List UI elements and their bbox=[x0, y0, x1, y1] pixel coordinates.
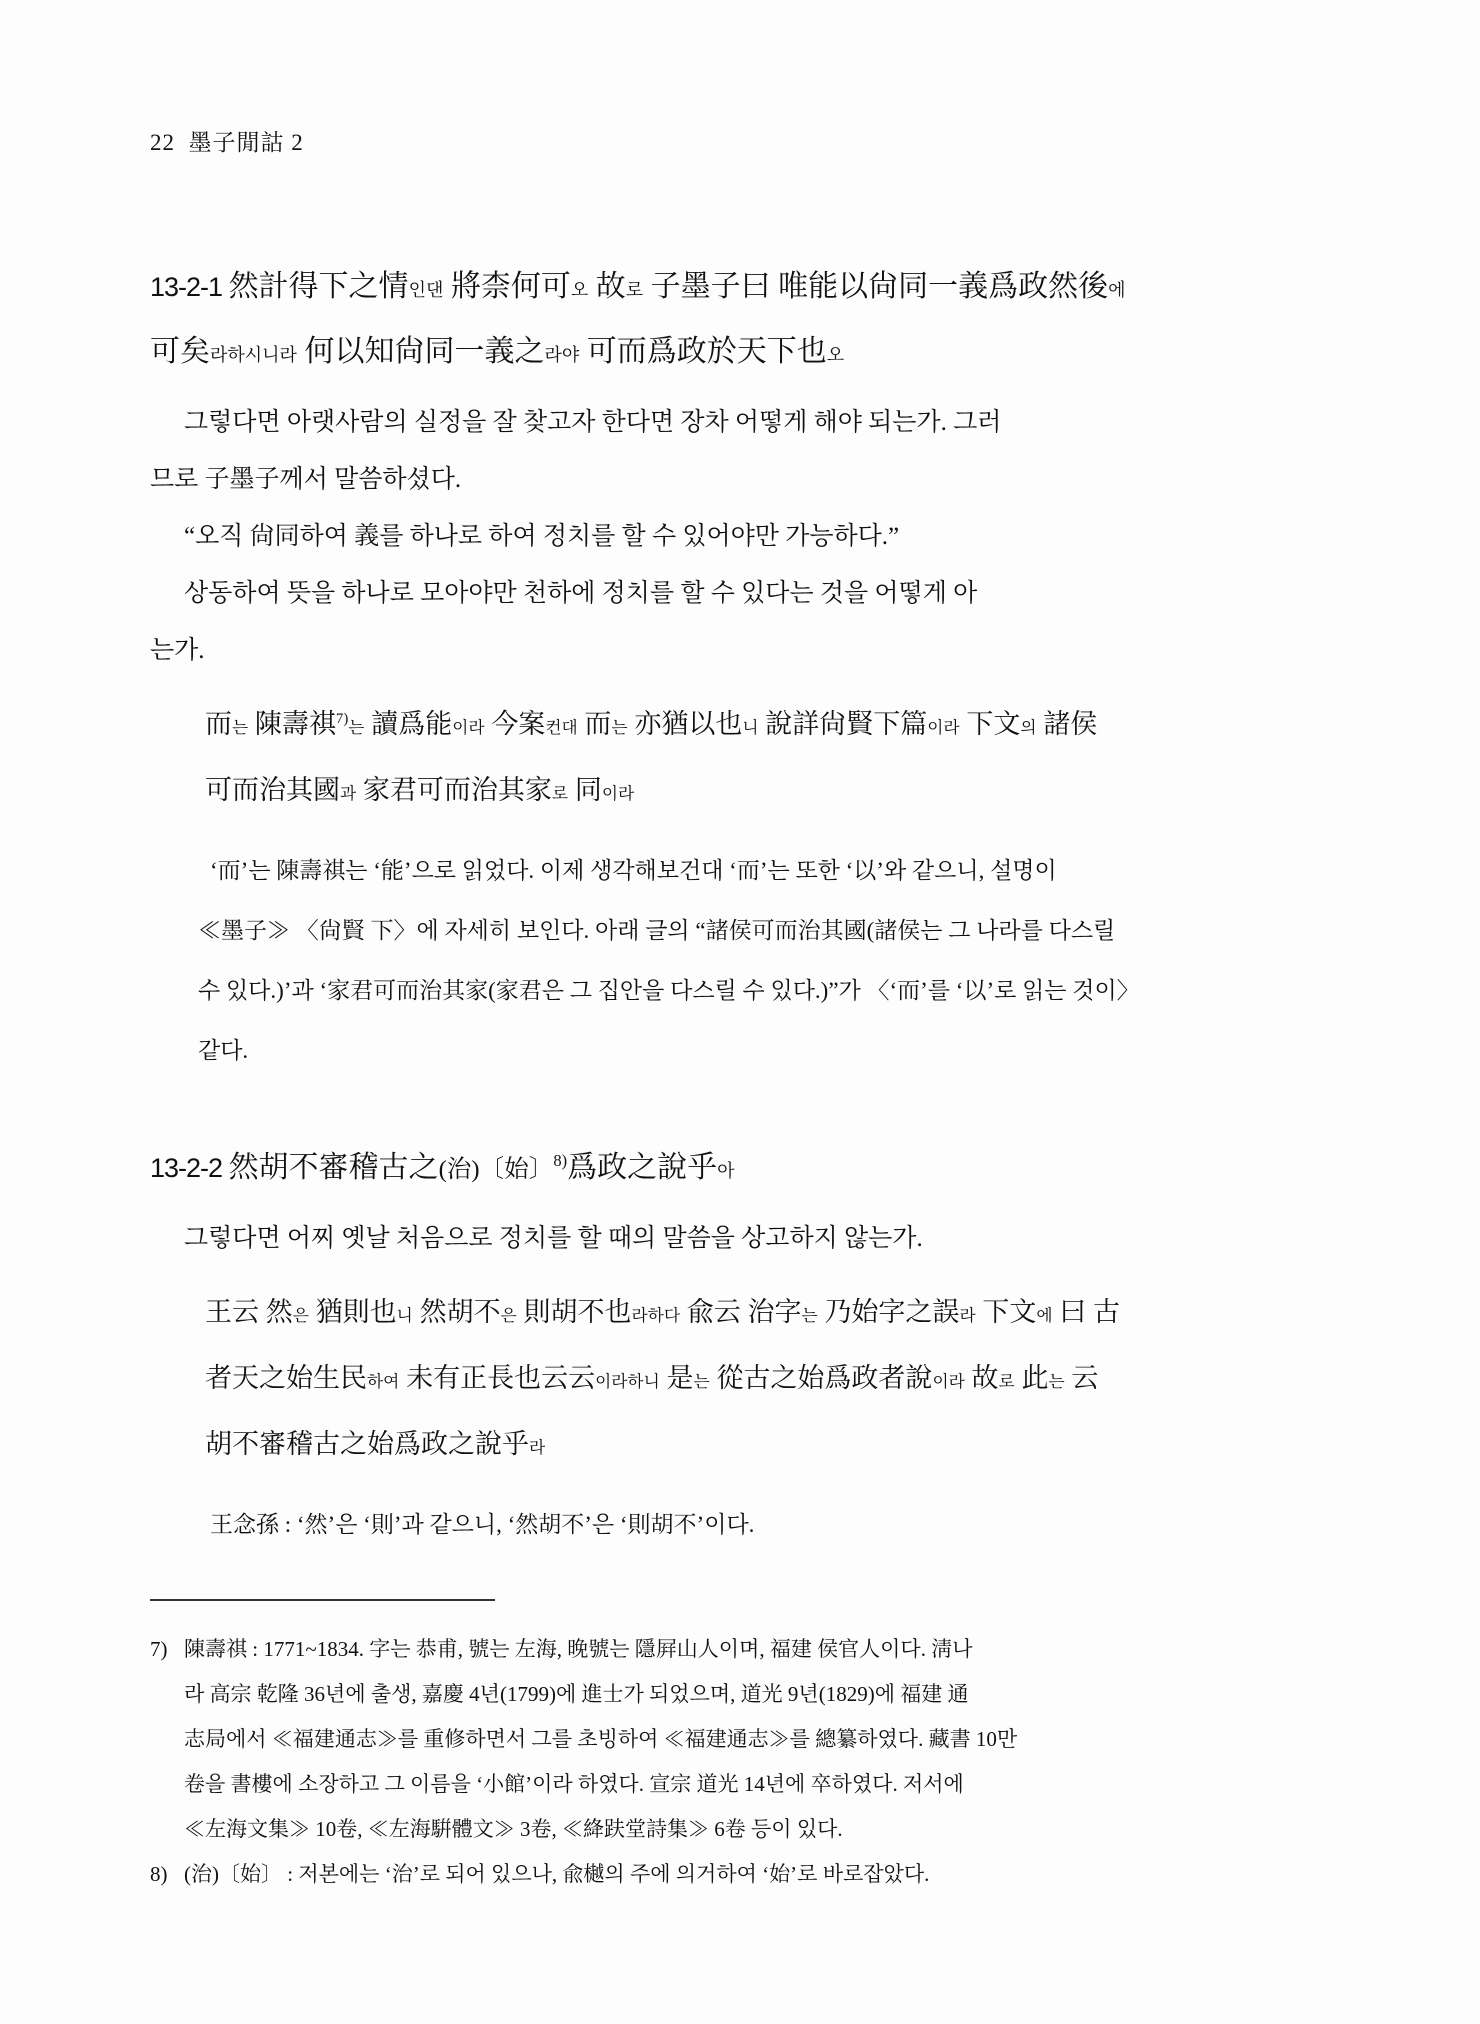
text-segment: 로 bbox=[625, 280, 644, 300]
text-segment: 故 bbox=[964, 1363, 999, 1393]
text-segment: 然胡不 bbox=[412, 1297, 501, 1327]
commentary-translation-line: 王念孫 : ‘然’은 ‘則’과 같으니, ‘然胡不’은 ‘則胡不’이다. bbox=[210, 1512, 755, 1537]
text-segment: 은 bbox=[292, 1306, 309, 1325]
footnote-line: (治)〔始〕 : 저본에는 ‘治’로 되어 있으나, 兪樾의 주에 의거하여 ‘始’로 바로잡았다. bbox=[184, 1862, 930, 1886]
translation-line: 상동하여 뜻을 하나로 모아야만 천하에 정치를 할 수 있다는 것을 어떻게 아 bbox=[184, 580, 978, 607]
translation-paragraph bbox=[150, 394, 1332, 679]
footnote-8 bbox=[150, 1852, 1332, 1897]
text-segment: (治)〔始〕 bbox=[438, 1156, 554, 1183]
text-segment: 라하시니라 bbox=[210, 345, 297, 365]
commentary-block bbox=[205, 1281, 1332, 1479]
footnote-rule bbox=[150, 1599, 495, 1601]
footnote-label: 7) bbox=[150, 1637, 168, 1661]
text-segment: 의 bbox=[1020, 718, 1037, 737]
text-segment: 이라 bbox=[927, 718, 960, 737]
text-segment: 乃始字之誤 bbox=[817, 1297, 960, 1327]
text-segment: 라야 bbox=[544, 345, 580, 365]
text-segment: 今案 bbox=[484, 709, 546, 739]
text-segment: 讀爲能 bbox=[364, 709, 453, 739]
text-segment: 오 bbox=[826, 345, 845, 365]
translation-line: 는가. bbox=[150, 637, 205, 664]
text-segment: 猶則也 bbox=[308, 1297, 397, 1327]
section-heading-13-2-2 bbox=[150, 1137, 1332, 1202]
footnote-label: 8) bbox=[150, 1862, 168, 1886]
text-segment: 로 bbox=[551, 784, 569, 803]
text-segment: 아 bbox=[717, 1161, 735, 1181]
text-segment: 未有正長也云云 bbox=[399, 1363, 596, 1393]
text-segment: 라 bbox=[529, 1438, 546, 1457]
commentary-line bbox=[205, 1281, 1332, 1347]
text-segment: 오 bbox=[570, 280, 589, 300]
text-segment: 家君可而治其家 bbox=[356, 775, 552, 805]
text-segment: 可而爲政於天下也 bbox=[579, 335, 827, 368]
footnote-line: 라 高宗 乾隆 36년에 출생, 嘉慶 4년(1799)에 進士가 되었으며, 道光 9년(1829)에 福建 通 bbox=[184, 1682, 969, 1706]
text-segment: 此 bbox=[1014, 1363, 1049, 1393]
text-segment: 而 bbox=[205, 709, 232, 739]
text-segment: 하여 bbox=[367, 1372, 400, 1391]
text-segment: 컨대 bbox=[545, 718, 578, 737]
text-segment: 는 bbox=[611, 718, 628, 737]
commentary-translation-line: 수 있다.)’과 ‘家君可而治其家(家君은 그 집안을 다스릴 수 있다.)”가 〈‘而’를 ‘以’로 읽는 것이〉 bbox=[198, 978, 1140, 1003]
translation-line: 므로 子墨子께서 말씀하셨다. bbox=[150, 466, 462, 493]
text-segment: 子墨子曰 唯能以尙同一義爲政然後 bbox=[643, 270, 1109, 303]
text-segment: 將柰何可 bbox=[443, 270, 571, 303]
commentary-line bbox=[205, 1413, 1332, 1479]
text-segment: 이라 bbox=[932, 1372, 965, 1391]
text-segment: 而 bbox=[577, 709, 612, 739]
text-segment: 下文 bbox=[959, 709, 1021, 739]
text-segment: 故 bbox=[588, 270, 626, 303]
commentary-translation bbox=[198, 841, 1332, 1081]
text-segment: 兪云 治字 bbox=[680, 1297, 802, 1327]
text-segment: 은 bbox=[500, 1306, 517, 1325]
translation-line: 그렇다면 어찌 옛날 처음으로 정치를 할 때의 말씀을 상고하지 않는가. bbox=[184, 1225, 923, 1252]
footnote-line: 卷을 書樓에 소장하고 그 이름을 ‘小館’이라 하였다. 宣宗 道光 14년에 卒하였다. 저서에 bbox=[184, 1772, 964, 1796]
text-segment: 曰 古 bbox=[1052, 1297, 1121, 1327]
commentary-translation-line: ≪墨子≫ 〈尙賢 下〉에 자세히 보인다. 아래 글의 “諸侯可而治其國(諸侯는 그 나라를 다스릴 bbox=[198, 918, 1116, 943]
text-segment: 者天之始生民 bbox=[205, 1363, 367, 1393]
quote-line: “오직 尙同하여 義를 하나로 하여 정치를 할 수 있어야만 가능하다.” bbox=[184, 523, 900, 550]
commentary-line bbox=[205, 1347, 1332, 1413]
commentary-block bbox=[205, 693, 1332, 825]
text-segment: 爲政之說乎 bbox=[567, 1151, 718, 1184]
text-segment: 니 bbox=[742, 718, 759, 737]
text-segment: 陳壽祺 bbox=[248, 709, 336, 739]
text-segment: 然胡不審稽古之 bbox=[228, 1151, 439, 1184]
text-segment: 에 bbox=[1036, 1306, 1053, 1325]
commentary-translation-line: ‘而’는 陳壽祺는 ‘能’으로 읽었다. 이제 생각해보건대 ‘而’는 또한 ‘以’와 같으니, 설명이 bbox=[210, 858, 1057, 883]
translation-paragraph bbox=[150, 1210, 1332, 1267]
text-segment: 는 bbox=[1048, 1372, 1065, 1391]
text-segment: 可而治其國 bbox=[205, 775, 340, 805]
text-segment: 는 bbox=[348, 718, 365, 737]
translation-line: 그렇다면 아랫사람의 실정을 잘 찾고자 한다면 장차 어떻게 해야 되는가. 그러 bbox=[184, 409, 1002, 436]
footnote-7 bbox=[150, 1627, 1332, 1852]
text-segment: 何以知尙同一義之 bbox=[296, 335, 545, 368]
footnote-area bbox=[150, 1599, 1332, 1897]
commentary-line bbox=[205, 759, 1332, 825]
text-segment: 同 bbox=[568, 775, 602, 805]
text-segment: 에 bbox=[1108, 280, 1126, 300]
footnote-line: 志局에서 ≪福建通志≫를 重修하면서 그를 초빙하여 ≪福建通志≫를 總纂하였다. 藏書 10만 bbox=[184, 1727, 1018, 1751]
text-segment: 로 bbox=[998, 1372, 1015, 1391]
text-segment: 이라 bbox=[601, 784, 635, 803]
text-segment: 니 bbox=[396, 1306, 413, 1325]
footnote-reference: 7) bbox=[335, 711, 349, 727]
page-header: 22 墨子閒詁 2 bbox=[150, 130, 304, 155]
footnote-reference: 8) bbox=[553, 1151, 568, 1170]
footnote-line: ≪左海文集≫ 10卷, ≪左海騈體文≫ 3卷, ≪絳趺堂詩集≫ 6卷 등이 있다. bbox=[184, 1817, 843, 1841]
commentary-line bbox=[205, 693, 1332, 759]
text-segment: 13-2-1 bbox=[150, 272, 229, 302]
text-segment: 是 bbox=[659, 1363, 694, 1393]
text-segment: 然計得下之情 bbox=[228, 270, 409, 303]
text-segment: 從古之始爲政者說 bbox=[709, 1363, 933, 1393]
text-segment: 亦猶以也 bbox=[627, 709, 743, 739]
text-segment: 는 bbox=[801, 1306, 818, 1325]
footnote-line: 陳壽祺 : 1771~1834. 字는 恭甫, 號는 左海, 晚號는 隱屛山人이며, 福建 侯官人이다. 淸나 bbox=[184, 1637, 973, 1661]
footnote-body bbox=[184, 1627, 1332, 1852]
text-segment: 胡不審稽古之始爲政之說乎 bbox=[205, 1429, 529, 1459]
footnote-body bbox=[184, 1852, 1332, 1897]
text-segment: 13-2-2 bbox=[150, 1153, 229, 1183]
text-segment: 는 bbox=[232, 718, 249, 737]
text-segment: 說詳尙賢下篇 bbox=[758, 709, 928, 739]
text-segment: 과 bbox=[340, 784, 357, 803]
text-segment: 則胡不也 bbox=[516, 1297, 632, 1327]
heading-line bbox=[150, 1137, 1332, 1202]
text-segment: 이라 bbox=[452, 718, 485, 737]
heading-line bbox=[150, 256, 1332, 321]
text-segment: 는 bbox=[693, 1372, 710, 1391]
text-segment: 라 bbox=[959, 1306, 976, 1325]
heading-line bbox=[150, 321, 1332, 386]
section-heading-13-2-1 bbox=[150, 256, 1332, 386]
commentary-translation bbox=[198, 1495, 1332, 1555]
text-segment: 可矣 bbox=[150, 335, 210, 368]
commentary-translation-line: 같다. bbox=[198, 1038, 249, 1063]
text-segment: 라하다 bbox=[631, 1306, 681, 1325]
text-segment: 云 bbox=[1064, 1363, 1099, 1393]
text-segment: 諸侯 bbox=[1036, 709, 1098, 739]
text-segment: 이라하니 bbox=[595, 1372, 660, 1391]
text-segment: 王云 然 bbox=[205, 1297, 293, 1327]
text-segment: 인댄 bbox=[408, 280, 444, 300]
text-segment: 下文 bbox=[975, 1297, 1037, 1327]
